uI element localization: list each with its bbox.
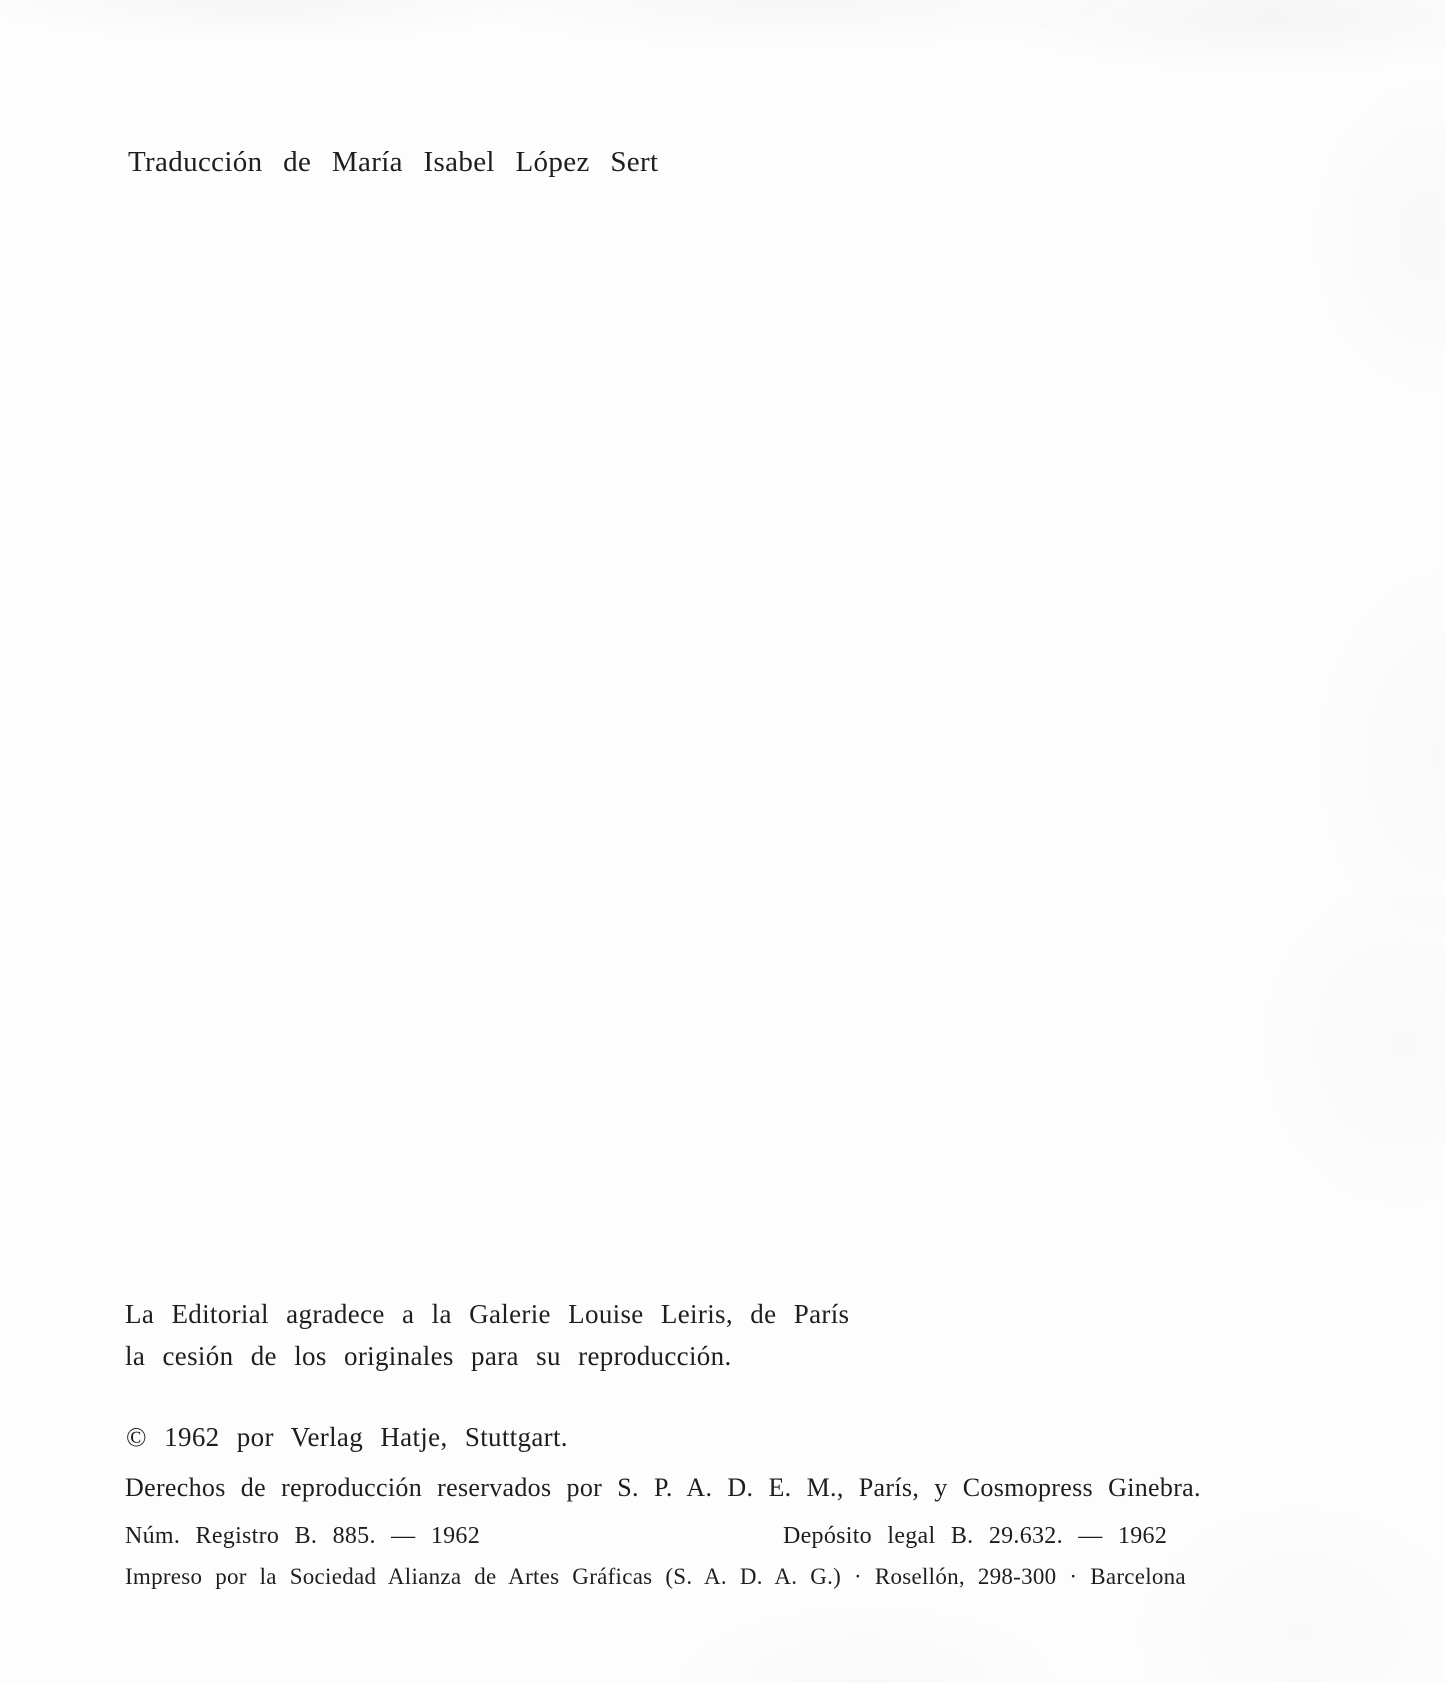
- printer-imprint-line: Impreso por la Sociedad Alianza de Artes Gráficas (S. A. D. A. G.) · Rosellón, 298-300 · Barcelona: [125, 1564, 1186, 1589]
- reproduction-rights-line: Derechos de reproducción reservados por S. P. A. D. E. M., París, y Cosmopress Ginebra.: [125, 1473, 1201, 1502]
- acknowledgment-line-1: La Editorial agradece a la Galerie Louise Leiris, de París: [125, 1299, 850, 1329]
- translation-credit-line: Traducción de María Isabel López Sert: [128, 146, 659, 178]
- acknowledgment-line-2: la cesión de los originales para su reproducción.: [125, 1341, 732, 1371]
- legal-deposit-line: Depósito legal B. 29.632. — 1962: [783, 1523, 1168, 1549]
- copyright-notice-line: © 1962 por Verlag Hatje, Stuttgart.: [126, 1422, 568, 1452]
- registration-number-line: Núm. Registro B. 885. — 1962: [125, 1523, 480, 1549]
